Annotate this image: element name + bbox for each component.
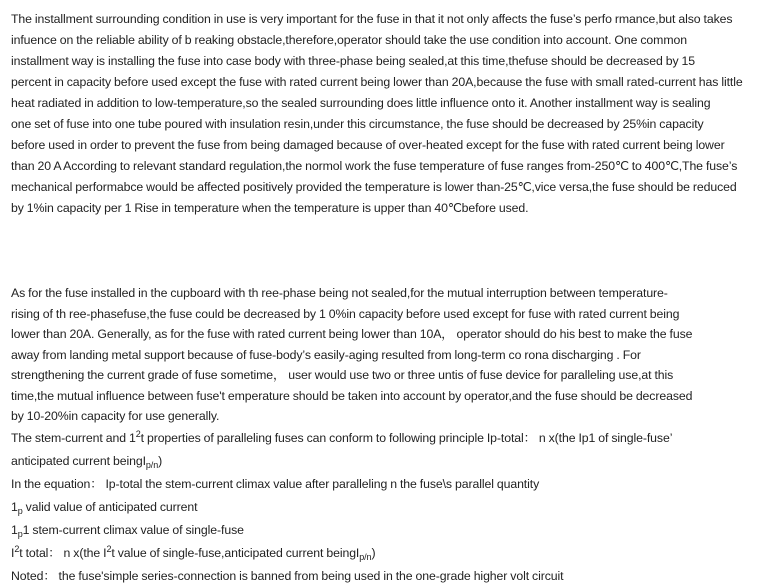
text-line: rising of th ree-phasefuse,the fuse could be decreased by 1 0%in capacity before used except for fuse with rated current being (11, 306, 680, 321)
document-body (11, 9, 763, 588)
text-line: strengthening the current grade of fuse sometime， user would use two or three untis of fuse device for paralleling use,at this (11, 368, 674, 382)
formula-text: valid value of anticipated current (22, 499, 198, 514)
text-line: infuence on the reliable ability of b reaking obstacle,therefore,operator should take the use condition into account. One common (11, 33, 687, 47)
text-line: The installment surrounding condition in use is very important for the fuse in that it not only affects the fuse’s perfo rmance,but also takes (11, 12, 733, 26)
formula-text: The stem-current and 1 (11, 430, 136, 445)
text-line: lower than 20A. Generally, as for the fuse with rated current being lower than 10A， operator should do his best to make the fuse (11, 327, 693, 341)
formula-i2t-total-line (11, 542, 763, 565)
text-line: one set of fuse into one tube poured with insulation resin,under this circumstance, the fuse should be decreased by 25%in capacity (11, 117, 704, 131)
formula-principle-line (11, 427, 763, 450)
formula-text: t properties of paralleling fuses can conform to following principle Ip-total： n x(the Ip1 of single-fuse’ (140, 430, 673, 445)
text-line: installment way is installing the fuse into case body with three-phase being sealed,at this time,thefuse should be decreased by 15 (11, 54, 696, 68)
formula-superscript: 2 (135, 428, 141, 439)
text-line: percent in capacity before used except the fuse with rated current being lower than 20A,because the fuse with small rated-current has little (11, 75, 743, 89)
text-line: As for the fuse installed in the cupboard with th ree-phase being not sealed,for the mutual interruption between temperature- (11, 286, 668, 300)
formula-superscript: 2 (14, 543, 20, 554)
formula-text: t total： n x(the I (19, 545, 107, 560)
formula-text: 1 stem-current climax value of single-fuse (22, 522, 244, 537)
formula-section (11, 427, 763, 588)
formula-text: 1 (11, 499, 18, 514)
paragraph-installment-conditions (11, 9, 763, 219)
text-line: by 10-20%in capacity for use generally. (11, 409, 220, 423)
formula-anticipated-line (11, 450, 763, 473)
formula-text: anticipated current beingI (11, 453, 146, 468)
formula-subscript: p (17, 505, 23, 516)
text-line: mechanical performabce would be affected positively provided the temperature is lower than-25℃,vice versa,the fuse should be reduced (11, 180, 737, 194)
formula-definition-line (11, 496, 763, 519)
formula-definition-line (11, 519, 763, 542)
formula-text: ) (158, 453, 163, 468)
text-line: than 20 A According to relevant standard regulation,the normol work the fuse temperature of fuse ranges from-250℃ to 400℃,The fuse’s (11, 159, 738, 173)
formula-subscript: p/n (359, 551, 372, 562)
text-line: time,the mutual influence between fuse't emperature should be taken into account by operator,and the fuse should be decreased (11, 388, 693, 403)
formula-note-line: Noted： the fuse'simple series-connection is banned from being used in the one-grade higher volt circuit (11, 568, 564, 583)
formula-text: 1 (11, 522, 18, 537)
text-line: away from landing metal support because of fuse-body’s easily-aging resulted from long-term co rona discharging . For (11, 347, 641, 362)
paragraph-cupboard-installation (11, 283, 763, 427)
formula-equation-line: In the equation： Ip-total the stem-current climax value after paralleling n the fuse\s parallel quantity (11, 476, 540, 491)
formula-text: t value of single-fuse,anticipated current beingI (111, 545, 360, 560)
formula-subscript: p/n (145, 459, 159, 470)
formula-superscript: 2 (106, 543, 112, 554)
text-line: before used in order to prevent the fuse from being damaged because of over-heated except for the fuse with rated current being lower (11, 138, 725, 152)
text-line: heat radiated in addition to low-temperature,so the sealed surrounding does little influence onto it. Another installment way is sealing (11, 96, 711, 110)
formula-text: I (11, 545, 15, 560)
paragraph-spacer (11, 219, 763, 283)
formula-text: ) (371, 545, 376, 560)
formula-subscript: p (17, 528, 23, 539)
text-line: by 1%in capacity per 1 Rise in temperature when the temperature is upper than 40℃before used. (11, 201, 529, 215)
